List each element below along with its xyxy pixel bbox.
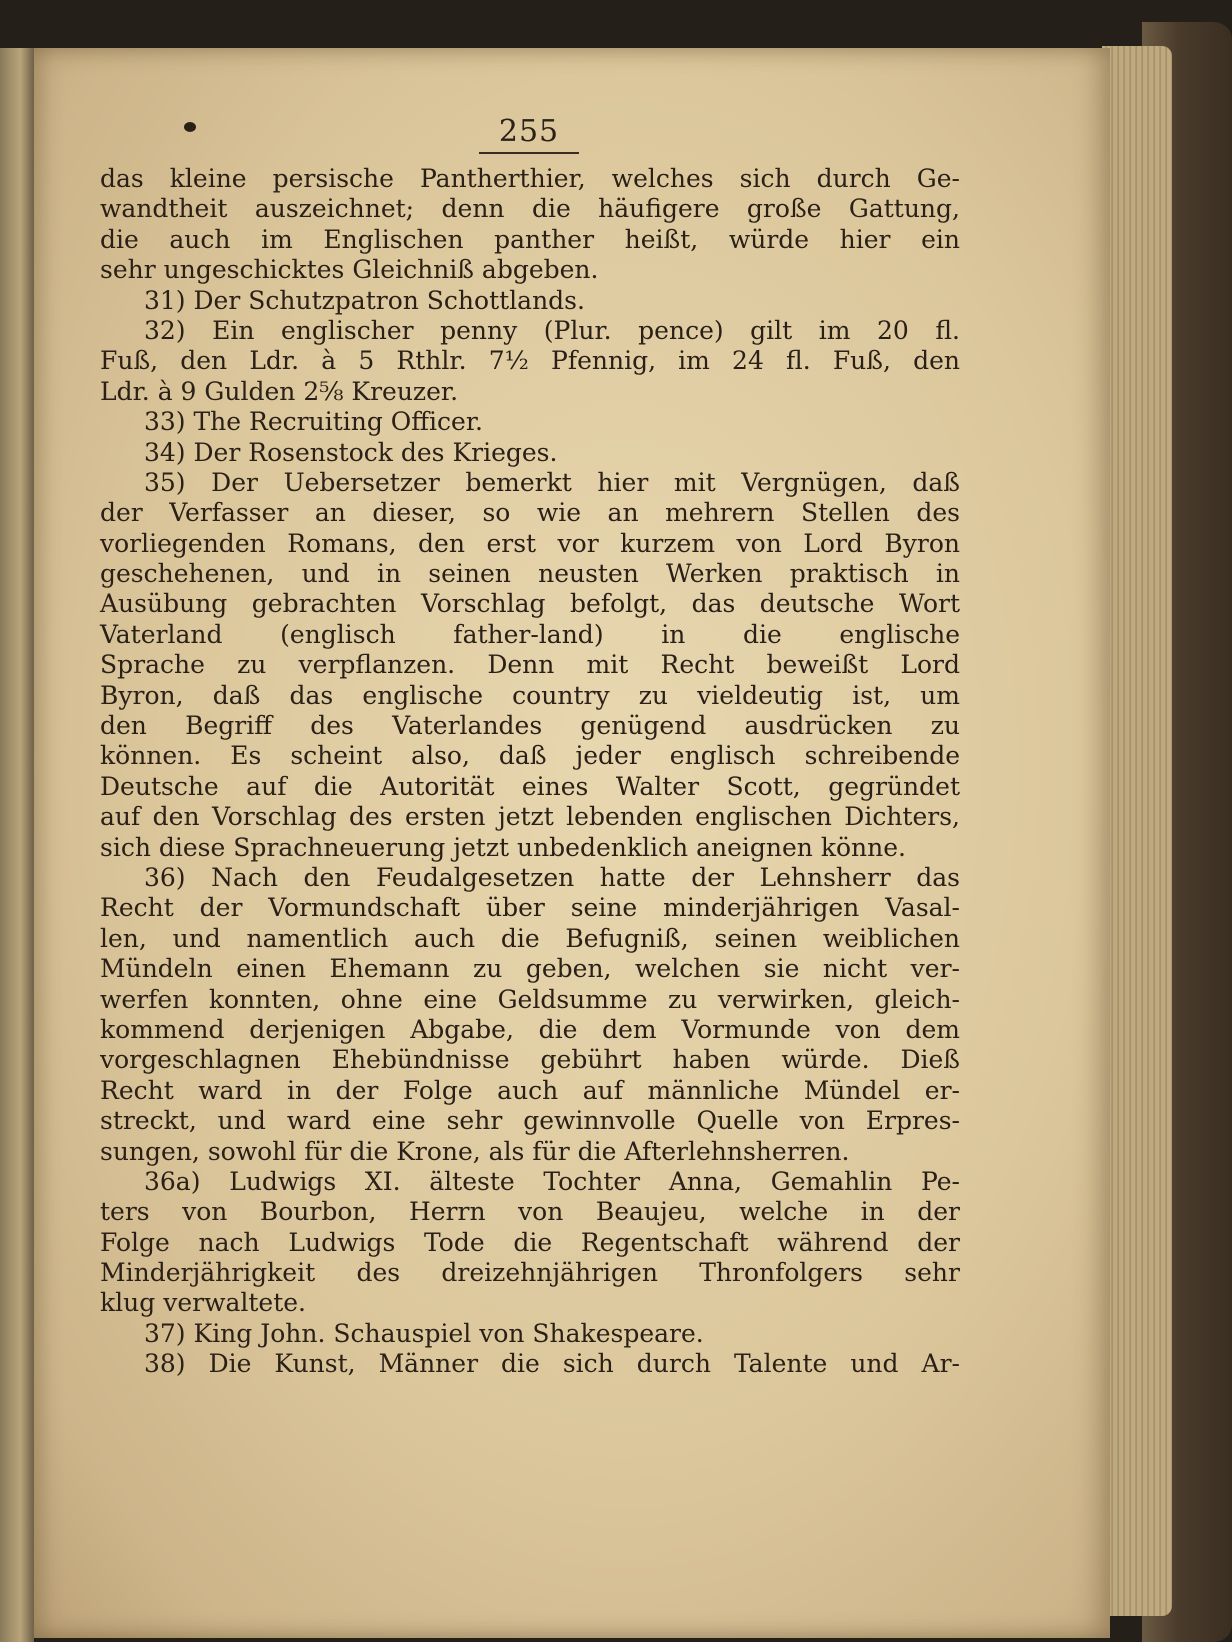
ink-blot <box>184 122 196 132</box>
text-line: vorliegenden Romans, den erst vor kurzem von Lord Byron <box>100 528 960 558</box>
text-line: 38) Die Kunst, Männer die sich durch Talente und Ar- <box>144 1349 960 1379</box>
text-line: Mündeln einen Ehemann zu geben, welchen sie nicht ver- <box>100 954 960 984</box>
text-line: 32) Ein englischer penny (Plur. pence) gilt im 20 fl. <box>144 315 960 345</box>
book-page <box>34 48 1110 1638</box>
text-line: wandtheit auszeichnet; denn die häufigere große Gattung, <box>100 194 960 224</box>
text-line: Deutsche auf die Autorität eines Walter Scott, gegründet <box>100 771 960 801</box>
text-line: 33) The Recruiting Officer. <box>144 407 483 437</box>
text-line: Ausübung gebrachten Vorschlag befolgt, das deutsche Wort <box>100 589 960 619</box>
previous-page-edge <box>0 48 34 1642</box>
text-line: Minderjährigkeit des dreizehnjährigen Thronfolgers sehr <box>100 1258 960 1288</box>
text-line: vorgeschlagnen Ehebündnisse gebührt haben würde. Dieß <box>100 1045 960 1075</box>
text-line: die auch im Englischen panther heißt, würde hier ein <box>100 224 960 254</box>
text-line: klug verwaltete. <box>100 1288 306 1318</box>
text-line: 35) Der Uebersetzer bemerkt hier mit Vergnügen, daß <box>144 467 960 497</box>
text-line: den Begriff des Vaterlandes genügend ausdrücken zu <box>100 711 960 741</box>
text-line: sich diese Sprachneuerung jetzt unbedenklich aneignen könne. <box>100 832 906 862</box>
footnotes-text-block <box>100 164 960 1380</box>
text-line: Byron, daß das englische country zu vieldeutig ist, um <box>100 680 960 710</box>
text-line: das kleine persische Pantherthier, welches sich durch Ge- <box>100 164 960 193</box>
text-line: Fuß, den Ldr. à 5 Rthlr. 7½ Pfennig, im 24 fl. Fuß, den <box>100 346 960 376</box>
text-line: Ldr. à 9 Gulden 2⅝ Kreuzer. <box>100 376 459 406</box>
text-line: Folge nach Ludwigs Tode die Regentschaft während der <box>100 1227 960 1257</box>
text-line: sehr ungeschicktes Gleichniß abgeben. <box>100 255 599 285</box>
header-rule <box>479 152 579 154</box>
text-line: Vaterland (englisch father-land) in die englische <box>100 619 960 649</box>
page-number: 255 <box>498 114 560 149</box>
text-line: können. Es scheint also, daß jeder englisch schreibende <box>100 741 960 771</box>
text-line: 34) Der Rosenstock des Krieges. <box>144 437 558 467</box>
page-stack-edge <box>1102 46 1172 1616</box>
text-line: 36a) Ludwigs XI. älteste Tochter Anna, Gemahlin Pe- <box>144 1166 960 1196</box>
text-line: kommend derjenigen Abgabe, die dem Vormunde von dem <box>100 1014 960 1044</box>
text-line: der Verfasser an dieser, so wie an mehrern Stellen des <box>100 498 960 528</box>
text-line: Recht ward in der Folge auch auf männliche Mündel er- <box>100 1075 960 1105</box>
text-line: geschehenen, und in seinen neusten Werken praktisch in <box>100 559 960 589</box>
text-line: Sprache zu verpflanzen. Denn mit Recht beweißt Lord <box>100 650 960 680</box>
text-line: ters von Bourbon, Herrn von Beaujeu, welche in der <box>100 1197 960 1227</box>
text-line: len, und namentlich auch die Befugniß, seinen weiblichen <box>100 923 960 953</box>
text-line: werfen konnten, ohne eine Geldsumme zu verwirken, gleich- <box>100 984 960 1014</box>
text-line: Recht der Vormundschaft über seine minderjährigen Vasal- <box>100 893 960 923</box>
text-line: streckt, und ward eine sehr gewinnvolle Quelle von Erpres- <box>100 1106 960 1136</box>
text-line: sungen, sowohl für die Krone, als für die Afterlehnsherren. <box>100 1136 850 1166</box>
text-line: 37) King John. Schauspiel von Shakespeare. <box>144 1318 704 1348</box>
text-line: 36) Nach den Feudalgesetzen hatte der Lehnsherr das <box>144 862 960 892</box>
text-line: 31) Der Schutzpatron Schottlands. <box>144 285 585 315</box>
text-line: auf den Vorschlag des ersten jetzt lebenden englischen Dichters, <box>100 802 960 832</box>
